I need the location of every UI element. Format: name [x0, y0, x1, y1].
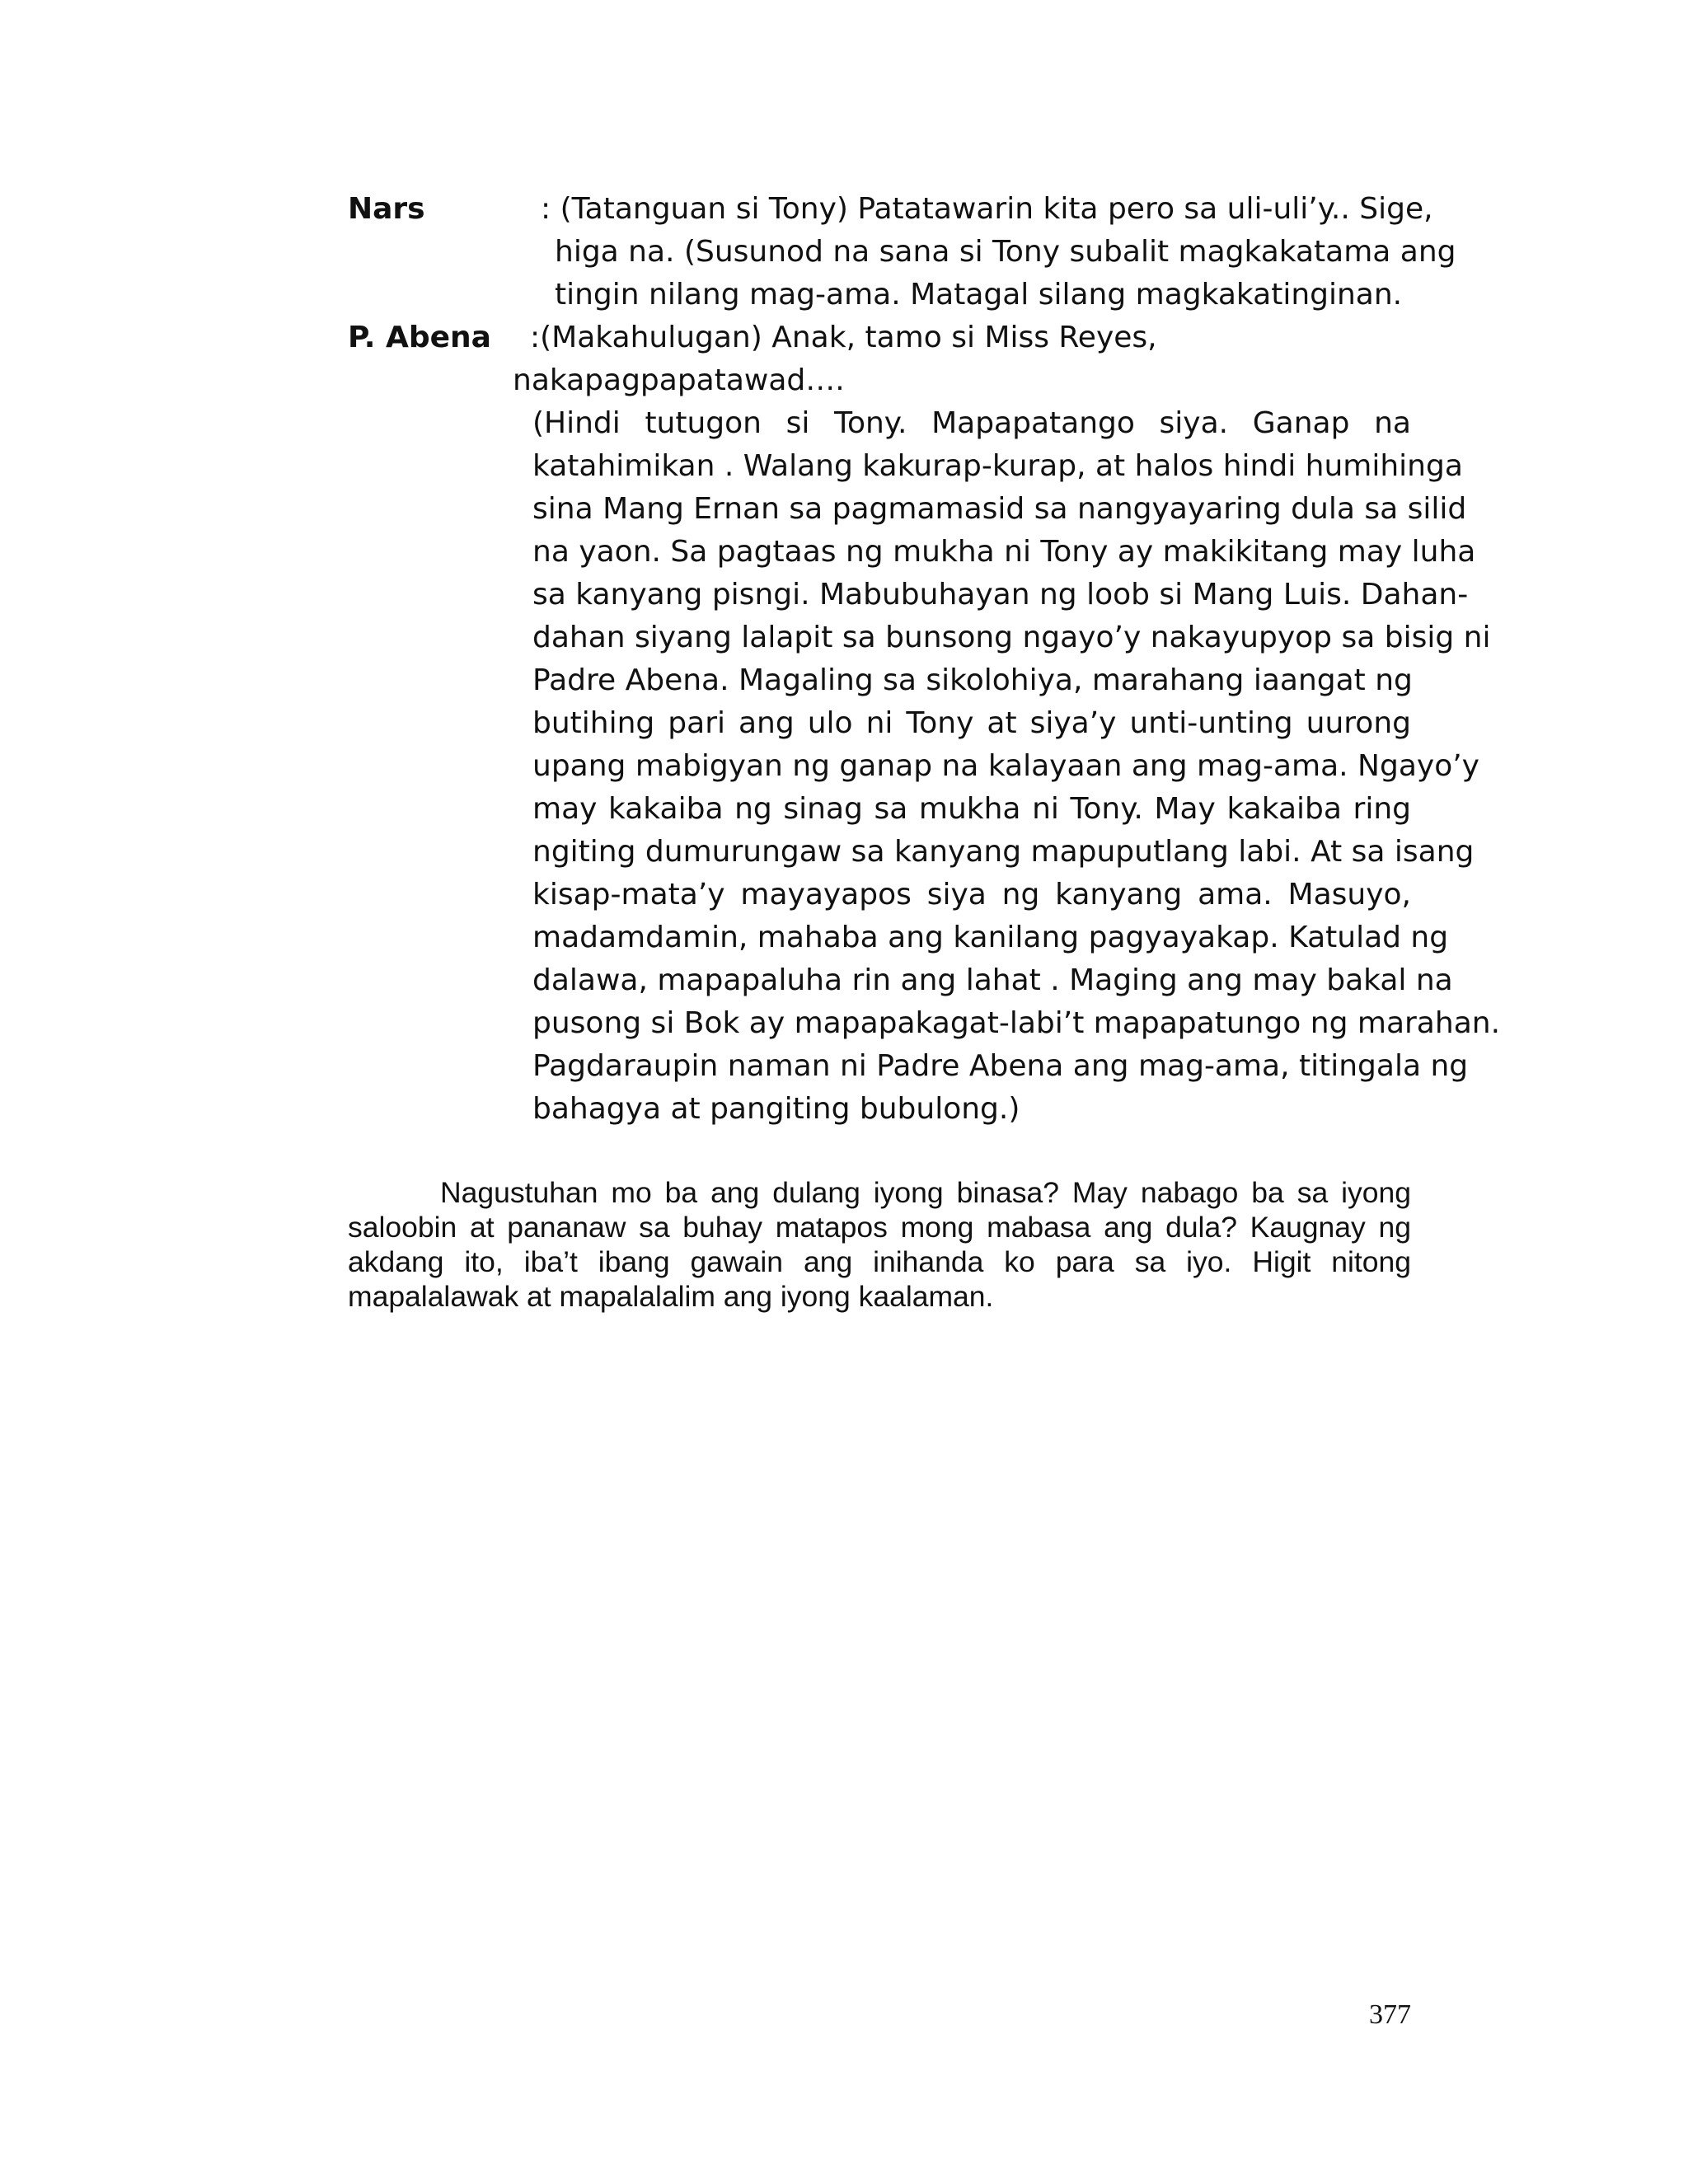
paragraph-line: Nagustuhan mo ba ang dulang iyong binasa? May nabago ba sa iyong	[440, 1176, 1411, 1209]
speaker-name: Nars	[348, 192, 425, 226]
stage-direction-line: ngiting dumurungaw sa kanyang mapuputlang labi. At sa isang	[532, 835, 1475, 869]
stage-direction-line: madamdamin, mahaba ang kanilang pagyayakap. Katulad ng	[532, 921, 1449, 954]
dialogue-line: nakapagpapatawad….	[513, 363, 845, 397]
dialogue-line: tingin nilang mag-ama. Matagal silang magkakatinginan.	[555, 278, 1403, 312]
stage-direction-line: dalawa, mapapaluha rin ang lahat . Maging ang may bakal na	[532, 963, 1453, 997]
stage-direction-line: dahan siyang lalapit sa bunsong ngayo’y nakayupyop sa bisig ni	[532, 621, 1491, 654]
stage-direction-line: sina Mang Ernan sa pagmamasid sa nangyayaring dula sa silid	[532, 492, 1467, 526]
stage-direction-line: katahimikan . Walang kakurap-kurap, at halos hindi humihinga	[532, 449, 1463, 483]
stage-direction-line: may kakaiba ng sinag sa mukha ni Tony. May kakaiba ring	[532, 792, 1411, 826]
dialogue-line: higa na. (Susunod na sana si Tony subalit magkakatama ang	[555, 235, 1456, 269]
closing-paragraph	[348, 1175, 1411, 1314]
stage-direction-line: sa kanyang pisngi. Mabubuhayan ng loob si Mang Luis. Dahan-	[532, 578, 1469, 612]
stage-direction-line: bahagya at pangiting bubulong.)	[532, 1092, 1020, 1126]
stage-direction-line: pusong si Bok ay mapapakagat-labi’t mapapatungo ng marahan.	[532, 1006, 1501, 1040]
stage-direction-line: (Hindi tutugon si Tony. Mapapatango siya. Ganap na	[532, 406, 1411, 440]
stage-direction-line: butihing pari ang ulo ni Tony at siya’y unti-unting uurong	[532, 706, 1411, 740]
paragraph-line: saloobin at pananaw sa buhay matapos mong mabasa ang dula? Kaugnay ng	[348, 1211, 1411, 1244]
paragraph-line: mapalalawak at mapalalalim ang iyong kaalaman.	[348, 1280, 994, 1313]
page-number: 377	[1369, 1999, 1411, 2030]
stage-direction-line: na yaon. Sa pagtaas ng mukha ni Tony ay makikitang may luha	[532, 535, 1476, 569]
stage-direction-line: Pagdaraupin naman ni Padre Abena ang mag-ama, titingala ng	[532, 1049, 1469, 1083]
stage-direction-line: upang mabigyan ng ganap na kalayaan ang mag-ama. Ngayo’y	[532, 749, 1479, 783]
dialogue-line: : (Tatanguan si Tony) Patatawarin kita pero sa uli-uli’y.. Sige,	[541, 192, 1433, 226]
speaker-name: P. Abena	[348, 321, 491, 354]
paragraph-line: akdang ito, iba’t ibang gawain ang inihanda ko para sa iyo. Higit nitong	[348, 1245, 1411, 1278]
stage-direction-line: kisap-mata’y mayayapos siya ng kanyang ama. Masuyo,	[532, 878, 1411, 912]
stage-direction-line: Padre Abena. Magaling sa sikolohiya, marahang iaangat ng	[532, 663, 1413, 697]
dialogue-line: :(Makahulugan) Anak, tamo si Miss Reyes,	[530, 321, 1157, 354]
